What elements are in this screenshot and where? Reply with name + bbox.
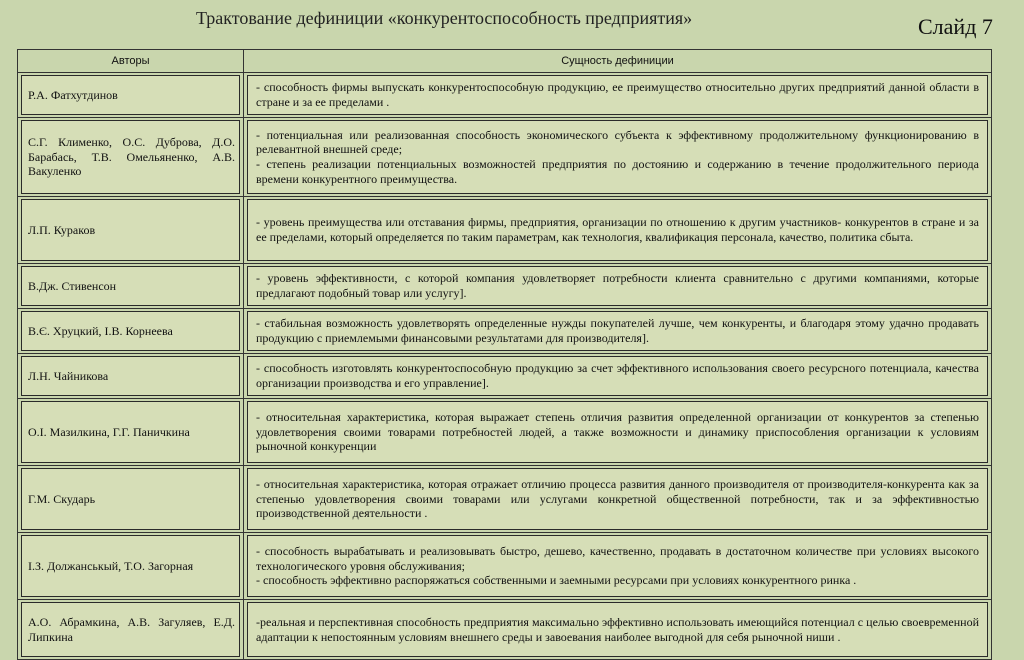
definition-paragraph: - способность фирмы выпускать конкурентоспособную продукцию, ее преимущество относительно других предприятий данной области в стране и за ее пределами . xyxy=(256,80,979,109)
definition-text xyxy=(247,120,988,194)
definition-cell xyxy=(244,118,992,197)
author-name: Л.Н. Чайникова xyxy=(21,356,240,396)
definition-cell xyxy=(244,399,992,466)
table-row xyxy=(18,118,992,197)
definition-paragraph: -реальная и перспективная способность предприятия максимально эффективно использовать имеющийся потенциал с целью своевременной адаптации к непостоянным условиям внешнего среды и завоевания наиболее выгодной для себя рыночной ниши . xyxy=(256,614,979,644)
author-name: Г.М. Скударь xyxy=(21,468,240,530)
definition-paragraph: - способность изготовлять конкурентоспособную продукцию за счет эффективного использования своего ресурсного потенциала, качества организации производства и его управление]. xyxy=(256,361,979,390)
definition-cell xyxy=(244,264,992,309)
definition-paragraph: - потенциальная или реализованная способность экономического субъекта к эффективному продолжительному функционированию в релевантной внешней среде; xyxy=(256,127,979,157)
table-row xyxy=(18,533,992,600)
header-definition: Сущность дефиниции xyxy=(244,50,992,73)
table-row xyxy=(18,600,992,660)
author-name: В.Є. Хруцкий, І.В. Корнеева xyxy=(21,311,240,351)
definition-text xyxy=(247,199,988,261)
definition-paragraph: - способность вырабатывать и реализовывать быстро, дешево, качественно, продавать в достаточном количестве при условиях высокого технологического уровня обслуживания; xyxy=(256,544,979,573)
definition-paragraph: - способность эффективно распоряжаться собственными и заемными ресурсами при условиях конкурентного ринка . xyxy=(256,573,857,588)
table-row xyxy=(18,73,992,118)
author-name: В.Дж. Стивенсон xyxy=(21,266,240,306)
definition-text xyxy=(247,468,988,530)
definition-text xyxy=(247,401,988,463)
definition-paragraph: - уровень эффективности, с которой компания удовлетворяет потребности клиента сравнительно с другими компаниями, которые предлагают подобный товар или услугу]. xyxy=(256,271,979,300)
author-cell xyxy=(18,73,244,118)
header-authors: Авторы xyxy=(18,50,244,73)
definition-cell xyxy=(244,533,992,600)
author-cell xyxy=(18,466,244,533)
definition-text xyxy=(247,356,988,396)
author-cell xyxy=(18,354,244,399)
definition-paragraph: - стабильная возможность удовлетворять определенные нужды покупателей лучше, чем конкуренты, и благодаря этому удачно продавать продукцию с приемлемыми финансовыми результатами для производителя]. xyxy=(256,316,979,345)
author-cell xyxy=(18,197,244,264)
author-name: Л.П. Кураков xyxy=(21,199,240,261)
definition-paragraph: - степень реализации потенциальных возможностей предприятия по достоянию и содержанию в течение продолжительного периода времени конкурентного преимущества. xyxy=(256,157,979,186)
author-cell xyxy=(18,118,244,197)
definition-text xyxy=(247,602,988,657)
definition-cell xyxy=(244,466,992,533)
definition-paragraph: - уровень преимущества или отставания фирмы, предприятия, организации по отношению к другим участников- конкурентов в стране и за ее пределами, который определяется по таким параметрам, как технология, квалификация персонала, качество, политика сбыта. xyxy=(256,215,979,244)
author-name: С.Г. Клименко, О.С. Дуброва, Д.О. Барабась, Т.В. Омельяненко, А.В. Вакуленко xyxy=(21,120,240,194)
definition-text xyxy=(247,311,988,351)
table-body xyxy=(18,73,992,660)
definition-cell xyxy=(244,73,992,118)
table-row xyxy=(18,309,992,354)
table-row xyxy=(18,354,992,399)
definition-text xyxy=(247,266,988,306)
definition-paragraph: - относительная характеристика, которая отражает отличию процесса развития данного производителя от производителя-конкурента как за степенью удовлетворения своими товарами или услугами конкретной общественной потребности, так и за эффективностью производственной деятельности . xyxy=(256,477,979,521)
author-name: О.І. Мазилкина, Г.Г. Паничкина xyxy=(21,401,240,463)
author-cell xyxy=(18,399,244,466)
author-cell xyxy=(18,600,244,660)
author-cell xyxy=(18,264,244,309)
author-name: Р.А. Фатхутдинов xyxy=(21,75,240,115)
table-row xyxy=(18,399,992,466)
definition-text xyxy=(247,535,988,597)
author-name: А.О. Абрамкина, А.В. Загуляев, Е.Д. Липкина xyxy=(21,602,240,657)
table-row xyxy=(18,197,992,264)
slide-number: Слайд 7 xyxy=(918,14,993,39)
definition-cell xyxy=(244,309,992,354)
author-name: І.З. Должанськый, Т.О. Загорная xyxy=(21,535,240,597)
definition-cell xyxy=(244,600,992,660)
table-row xyxy=(18,466,992,533)
slide-title: Трактование дефиниции «конкурентоспособность предприятия» xyxy=(196,8,693,28)
author-cell xyxy=(18,309,244,354)
author-cell xyxy=(18,533,244,600)
definitions-table xyxy=(17,49,992,660)
definition-paragraph: - относительная характеристика, которая выражает степень отличия развития определенной организации от конкурентов за степенью удовлетворения своими товарами потребностей людей, а также возможности и динамику приспособления организации к условиям рыночной конкуренции xyxy=(256,410,979,454)
definition-cell xyxy=(244,197,992,264)
definition-text xyxy=(247,75,988,115)
table-row xyxy=(18,264,992,309)
definition-cell xyxy=(244,354,992,399)
table-header-row xyxy=(18,50,992,73)
